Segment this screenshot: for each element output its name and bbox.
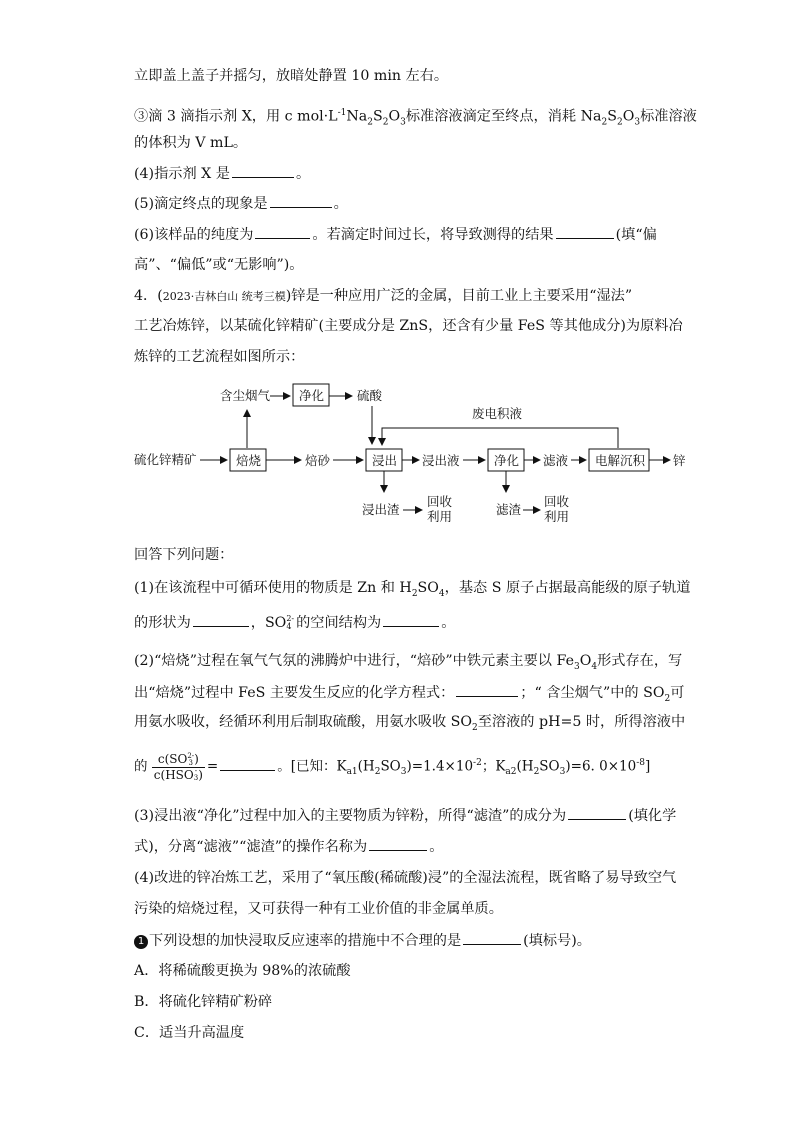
text: = (206, 758, 219, 775)
text: (填标号)。 (523, 933, 591, 949)
text: (5)滴定终点的现象是 (134, 196, 268, 212)
subq-1-line-2 (134, 612, 455, 633)
subq-2-line-4 (134, 752, 650, 782)
subscript: 2 (664, 693, 671, 704)
text: 污染的焙烧过程，又可获得一种有工业价值的非金属单质。 (134, 901, 503, 917)
subscript: 2 (616, 117, 623, 128)
subscript: 3 (573, 661, 580, 672)
leach-label: 浸出 (372, 453, 398, 468)
text: 式)，分离“滤液”“滤渣”的操作名称为 (134, 839, 368, 855)
answer-blank[interactable] (193, 612, 249, 627)
text: ) (198, 767, 203, 782)
step-number: ③ (134, 108, 149, 125)
text: 滴 3 滴指示剂 X，用 c mol·L (148, 108, 338, 125)
process-flow-diagram (130, 378, 700, 528)
text: ；“ 含尘烟气”中的 SO (520, 685, 665, 701)
subscript: 2 (374, 767, 381, 778)
recycle-1a-label: 回收 (427, 494, 453, 509)
recycle-1b-label: 利用 (427, 509, 453, 524)
text: O (622, 108, 635, 125)
step-number-1: 1 (134, 935, 148, 949)
subscript: 4 (438, 588, 445, 599)
text: (6)该样品的纯度为 (134, 227, 254, 243)
subscript: 2 (367, 117, 373, 128)
text: (2)“焙烧”过程在氧气气氛的沸腾炉中进行，“焙砂”中铁元素主要以 Fe (134, 653, 574, 669)
subscript: 4 (591, 661, 598, 672)
answer-blank[interactable] (456, 682, 518, 697)
text: 。 (429, 839, 444, 855)
text: 工艺冶炼锌，以某硫化锌精矿(主要成分是 ZnS，还含有少量 FeS 等其他成分)为原料冶 (134, 318, 683, 334)
subq-3-line-1 (134, 805, 676, 826)
text: ，基态 S 原子占据最高能级的原子轨道 (444, 580, 691, 596)
zinc-ore-label: 硫化锌精矿 (134, 452, 197, 467)
option-b[interactable] (134, 992, 272, 1012)
text: 形式存在，写 (597, 653, 683, 669)
text: 标准溶液滴定至终点，消耗 Na (405, 108, 602, 125)
filter-residue-label: 滤渣 (496, 502, 522, 517)
denominator: c(HSO (153, 767, 194, 782)
subq-4-line-3 (134, 930, 591, 951)
subq-2-line-2 (134, 682, 684, 709)
subq-4-line-1 (134, 868, 676, 888)
text: ) (194, 752, 199, 766)
subscript: 3 (559, 767, 566, 778)
text: (4)改进的锌冶炼工艺，采用了“氧压酸(稀硫酸)浸”的全湿法流程，既省略了易导致空气 (134, 870, 677, 886)
text: 出“焙烧”过程中 FeS 主要发生反应的化学方程式： (134, 685, 455, 701)
source-tag: 2023·吉林白山 统考三模 (162, 290, 286, 303)
text: )锌是一种应用广泛的金属，目前工业上主要采用“湿法” (285, 288, 633, 304)
numerator: c(SO (157, 752, 188, 766)
text: SO (417, 580, 439, 596)
answer-blank[interactable] (220, 756, 275, 771)
text: 回答下列问题： (134, 547, 234, 563)
dust-gas-label: 含尘烟气 (220, 388, 271, 403)
text: 的空间结构为 (296, 615, 382, 631)
answer-blank[interactable] (232, 163, 294, 178)
recycle-2b-label: 利用 (544, 509, 570, 524)
subscript: 3 (634, 117, 641, 128)
calcine-label: 焙砂 (305, 453, 331, 468)
text: S (373, 108, 383, 125)
option-b-text: B．将硫化锌精矿粉碎 (134, 994, 273, 1010)
subscript: 3 (193, 774, 199, 782)
text-line-1 (134, 66, 448, 86)
text: (3)浸出液“净化”过程中加入的主要物质为锌粉，所得“滤渣”的成分为 (134, 808, 567, 824)
leach-residue-label: 浸出渣 (362, 502, 400, 517)
subscript: 2 (601, 117, 608, 128)
question-5 (134, 193, 348, 214)
text: 的体积为 V mL。 (134, 135, 248, 151)
text: (填“偏 (615, 227, 657, 243)
zinc-label: 锌 (673, 453, 686, 468)
text: (H (357, 758, 375, 775)
text: 的形状为 (134, 615, 191, 631)
text: 立即盖上盖子并摇匀，放暗处静置 10 min 左右。 (134, 68, 449, 84)
option-a-text: A．将稀硫酸更换为 98%的浓硫酸 (134, 963, 351, 979)
text: ；K (481, 758, 506, 775)
text: ，SO (250, 615, 287, 631)
option-c[interactable] (134, 1023, 244, 1043)
text: S (607, 108, 617, 125)
question-4 (134, 163, 310, 184)
subscript: a1 (346, 767, 358, 778)
subscript: 2 (533, 767, 540, 778)
text: )=1.4×10 (406, 758, 474, 775)
subq-2-line-1 (134, 651, 682, 677)
purify-2-label: 净化 (494, 453, 520, 468)
answer-blank[interactable] (369, 836, 427, 851)
question-6 (134, 224, 657, 245)
text: SO (380, 758, 401, 775)
text: Na (346, 108, 368, 125)
text: 可 (670, 685, 685, 701)
exponent: -8 (636, 758, 645, 768)
text: 。 (295, 166, 311, 182)
electrolysis-label: 电解沉积 (595, 453, 646, 468)
text: O (388, 108, 401, 125)
answer-blank[interactable] (383, 612, 439, 627)
waste-liquid-label: 废电积液 (472, 406, 523, 421)
text-line-2 (134, 103, 697, 133)
answer-blank[interactable] (270, 193, 332, 208)
recycle-loop-arrow (382, 428, 618, 448)
question-6-cont (134, 255, 304, 275)
superscript: 2- (187, 751, 195, 760)
text: (1)在该流程中可循环使用的物质是 Zn 和 H (134, 580, 412, 596)
text: 。 (441, 615, 456, 631)
subq-4-line-2 (134, 899, 503, 919)
text: 高”、“偏低”或“无影响”)。 (134, 257, 304, 273)
text: 4．( (134, 288, 163, 304)
text: (H (516, 758, 534, 775)
text: (4)指示剂 X 是 (134, 166, 230, 182)
text: 下列设想的加快浸取反应速率的措施中不合理的是 (149, 933, 462, 949)
filtrate-label: 滤液 (543, 453, 569, 468)
subscript: 3 (188, 758, 193, 767)
text: ] (644, 758, 651, 775)
exponent: -2 (473, 758, 482, 768)
text: 的 (134, 758, 148, 775)
text: 至溶液的 pH=5 时，所得溶液中 (477, 714, 686, 730)
subq-1-line-1 (134, 578, 690, 604)
answer-prompt (134, 545, 233, 565)
answer-blank[interactable] (463, 930, 521, 945)
text: )=6. 0×10 (565, 758, 637, 775)
text: 用氨水吸收，经循环利用后制取硫酸，用氨水吸收 SO (134, 714, 472, 730)
option-a[interactable] (134, 961, 351, 981)
answer-blank[interactable] (556, 224, 614, 239)
subscript: a2 (505, 767, 517, 778)
subscript: 2 (472, 722, 478, 733)
leachate-label: 浸出液 (422, 453, 460, 468)
problem-4-line-2 (134, 316, 683, 336)
exponent: -1 (337, 108, 347, 118)
superscript: 2- (286, 614, 295, 623)
purify-1-label: 净化 (299, 388, 325, 403)
text: 。[已知：K (277, 758, 347, 775)
problem-4-line-3 (134, 347, 304, 367)
text: 炼锌的工艺流程如图所示： (134, 349, 305, 365)
subq-2-line-3 (134, 712, 685, 738)
text: O (579, 653, 592, 669)
text: 标准溶液 (640, 108, 697, 125)
concentration-ratio (152, 752, 205, 782)
subscript: 2 (382, 117, 389, 128)
subq-3-line-2 (134, 836, 443, 857)
subscript: 2 (411, 588, 418, 599)
text: SO (539, 758, 560, 775)
option-c-text: C．适当升高温度 (134, 1025, 245, 1041)
text: 。若滴定时间过长，将导致测得的结果 (312, 227, 554, 243)
answer-blank[interactable] (568, 805, 626, 820)
recycle-2a-label: 回收 (544, 494, 570, 509)
text: (填化学 (628, 808, 677, 824)
text: 。 (333, 196, 348, 212)
sulfuric-acid-label: 硫酸 (357, 388, 383, 403)
problem-4-intro (134, 286, 632, 307)
subscript: 3 (400, 117, 406, 128)
subscript: 3 (400, 767, 407, 778)
answer-blank[interactable] (255, 224, 310, 239)
text-line-3 (134, 133, 247, 153)
superscript: - (194, 767, 198, 775)
subscript: 4 (286, 622, 292, 631)
roast-label: 焙烧 (236, 453, 262, 468)
